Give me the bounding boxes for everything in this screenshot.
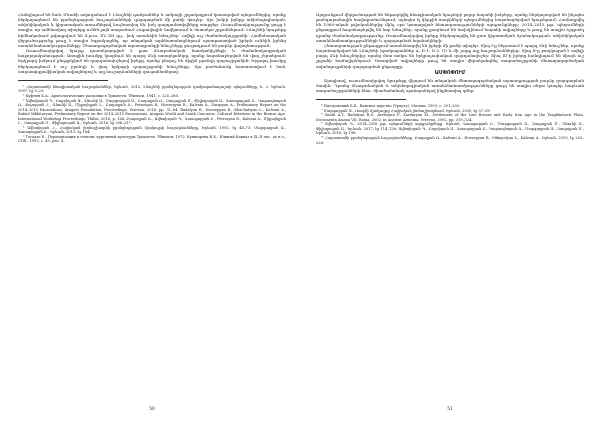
page-number: 51 bbox=[447, 407, 453, 412]
body-paragraph: Արդյունքում վերլուծության են ենթարկվել հնագիտական նյութերի բոլոր հայտնի խմբերը, որոնք ներկայացված են ինչպես թանգարանային հավաքածուներում, այնպես էլ վերջին տարիների պեղումներից հայտնաբերված նյութերում։ Համադրվել են 1980-ական թվականներից մինչ օրս կատարված հետազոտությունների արդյունքները։ 2014–2015 թթ. պեղումների ընթացքում հայտնաբերվել են նոր նմուշներ, որոնք լրացնում են նախկինում հայտնի տվյալները և թույլ են տալիս ճշգրտել դրանց ժամանակագրությունը։ Ուսումնասիրվող իրերը ներկայացվել են ըստ կիրառական նշանակության, տեխնիկական առանձնահատկությունների և զարդարման եղանակների։ bbox=[316, 12, 584, 43]
right-page bbox=[316, 12, 584, 416]
footnote-separator bbox=[316, 99, 406, 100]
footnote: ³ Ավետիսյան Պ., Բոբոխյան Ա., Գնունի Ա., Մարգարյան Ա., Բադալյան Ռ., Զադալյան Մ., Փիլիպոսյան Ա., Գասպարյան Բ., Կարապետյան Ռ., Քոչարյան Հ., Գնունի Ա., Միքայելյան Լ., Բադալյան Ռ., Petrosyan R., Hovsepyan R., Kalvani A., Sargsyan A., Preliminary Report on the 2014–2015 Excavations, Aragats Foundation, Proceedings, Yerevan, 2016, pp. 31–64. Badalyan R., Hovsepyan R., Khachatryan L., Kalvani A., Rafael Mkhitaryan, Preliminary Report on the 2014–2015 Excavations. Aragats World and South Caucasus. Cultural Relations in the Bronze Age. International Workshop Proceedings, Tbilisi, 2016, p. 164. Բադալյան Ռ., Ավետիսյան Պ., Գասպարյան Բ., Petrosyan R., Kalvani A., Միքայելյան Լ., Զադալյան Մ., Փիլիպոսյան Ա., Երևան, 2016, էջ 206–217։ bbox=[18, 98, 286, 126]
body-paragraph: Հետազոտության ընթացքում առանձնացվել են իրերի մի քանի տիպեր։ Տիպ I-ը ներառում է պարզ ձևի նմուշներ, որոնք հայտնաբերված են Լճաշենի (դամբարաններ A, D-1, D-2, G) և մի շարք այլ հուշարձաններից։ Տիպ II-ը բաղկացած է ավելի բարդ ձևի նմուշներից, որոնց մոտ առկա են երկրաչափական զարդանախշեր։ Տիպ III-ի իրերը հանդիպում են միայն ուշ շրջանի համալիրներում։ Ստացված տվյալները թույլ են տալիս վերականգնել տարածաշրջանի մետաղագործական ավանդույթների զարգացման ընթացքը։ bbox=[316, 42, 585, 69]
footnote: ⁵ Гогадзе Е., Периодизация и генезис курганной культуры Триалети, Тбилиси, 1972. Кушнарева К.Х., Южный Кавказ в IX–II тыс. до н.э., СПб., 1993, с. 45, рис. 4. bbox=[18, 134, 286, 144]
footnote: ² Куфтин Б.А., Археологические раскопки в Триалети, Тбилиси, 1941, с. 225–288. bbox=[23, 93, 179, 98]
page-number: 50 bbox=[149, 407, 155, 412]
footnote: ¹⁰ Հայաստանի բրոնզեդարյան հուշարձանները, Բադալյան Ռ., Kalvani A., Hovsepyan R., Mikayelyan L., Kalvani A., Երևան, 2019, էջ 203–226։ bbox=[316, 136, 584, 145]
footnote: ⁷ Մարգարյան Ա., Ռազմի մշակույթը Հայկական լեռնաշխարհում, Երևան, 2005, էջ 57–59։ bbox=[321, 108, 491, 113]
footnote: ⁶ Пиотровский Б.Б., Ванское царство (Урарту), Москва, 1959, с. 201–203. bbox=[321, 104, 461, 109]
footnote: ¹ Հայաստանի հնագիտական հուշարձաններ, Երևան, 2012, Լճաշենի բրոնզեդարյան դամբարանադաշտի պեղումները, հ. 2, Երևան, 1987, էջ 9–23։ bbox=[18, 84, 286, 94]
left-page bbox=[18, 12, 286, 416]
section-heading: ԱՄՓՈՓՈՒՄ bbox=[434, 69, 466, 76]
body-paragraph: Այսպիսով, ուսումնասիրվող նյութերը վկայում են տեղական մետաղագործական արտադրության բարձր զարգացման մասին։ Դրանց ձևաբանական և տեխնոլոգիական առանձնահատկությունները ցույց են տալիս սերտ կապեր հարևան տարածաշրջանների հետ, միաժամանակ պահպանելով ինքնատիպ գծեր։ bbox=[316, 77, 584, 94]
footnote: ⁴ Ավետիսյան Հ., Հայկական լեռնաշխարհի բրոնզեդարյան մշակույթի հուշարձանները, Երևան, 1992, էջ 48–73։ Մարգարյան Ա., Գասպարյան Բ., Երևան, 2013, էջ 184։ bbox=[18, 125, 286, 135]
footnote: ⁸ Smith A.T., Badalyan R.S., Avetisyan P., Zardaryan M., Settlement of the Late Bronze and Early Iron Age in the Tsaghkahovit Plain, Documenta Asiana VII, Roma, 2002, in Ancient Armenia, Yerevan, 2002, pp. 319–324. bbox=[316, 113, 584, 122]
body-paragraph: Ուսումնասիրվող նյութը դասակարգված է ըստ ձևաբանական հատկանիշների և ժամանակագրական հաջորդականության։ Առաջին խումբը կազմում են պարզ ձևի առարկաները, որոնք հայտնաբերված են վաղ շերտերում։ Երկրորդ խմբում ընդգրկված են զարդանախշերով իրերը, որոնք բնորոշ են միջին բրոնզի դարաշրջանին։ Երրորդ խումբը ներկայացնում է ուշ բրոնզի և վաղ երկաթի դարաշրջանի նմուշները։ Այս բաժանումը հաստատվում է նաև ստրատիգրաֆիական տվյալներով և այլ հուշարձանների զուգահեռներով։ bbox=[18, 48, 286, 74]
body-paragraph: Հանդիպում են նաև Սևանի ավազանում 1 Լճաշենի դամբաններ և ամրոցի շրջակայքում կատարված պեղումներից, որոնք ներկայացնում են բրոնզեդարյան հուշարձանների զարգացման մի քանի փուլեր։ Այս խմբի իրերը տեխնոլոգիական, տեխնիկական և կիրառական առումներով նույնատիպ են, իսկ զարդամոտիվները տարբեր։ Ուսումնասիրությունը ցույց է տալիս, որ ամենավաղ տիպերը ունեն լայն տարածում Հարավային Կովկասում և մոտակա շրջաններում։ Լճաշենի նյութերը հիմնականում թվագրվում են մ.թ.ա. XV–XII դդ., իսկ առանձին նմուշներ՝ ավելի ուշ ժամանակաշրջանի։ Համեմատական վերլուծությունը թույլ է տալիս եզրակացնել, որ տեղական արհեստանոցներում պատրաստված իրերն ունեին իրենց առանձնահատկությունները։ Մետաղագործական արտադրանքի նմուշները ցուցադրում են բարձր վարպետություն։ bbox=[18, 12, 286, 48]
footnote-separator bbox=[18, 80, 108, 81]
footnote: ⁹ Ավետիսյան Պ., 2014–2016 թթ. պեղումների արդյունքները, Երևան, Գասպարյան Բ., Մարգարյան Ա., Զադալյան Մ., Գնունի Ա., Փիլիպոսյան Ա., Երևան, 2017, էջ 114–126։ Ավետիսյան Պ., Բոբոխյան Ա., Գասպարյան Բ., Կարապետյան Ռ., Մարգարյան Ա., Զադալյան Մ., Երևան, 2016, էջ 196։ bbox=[316, 122, 584, 136]
